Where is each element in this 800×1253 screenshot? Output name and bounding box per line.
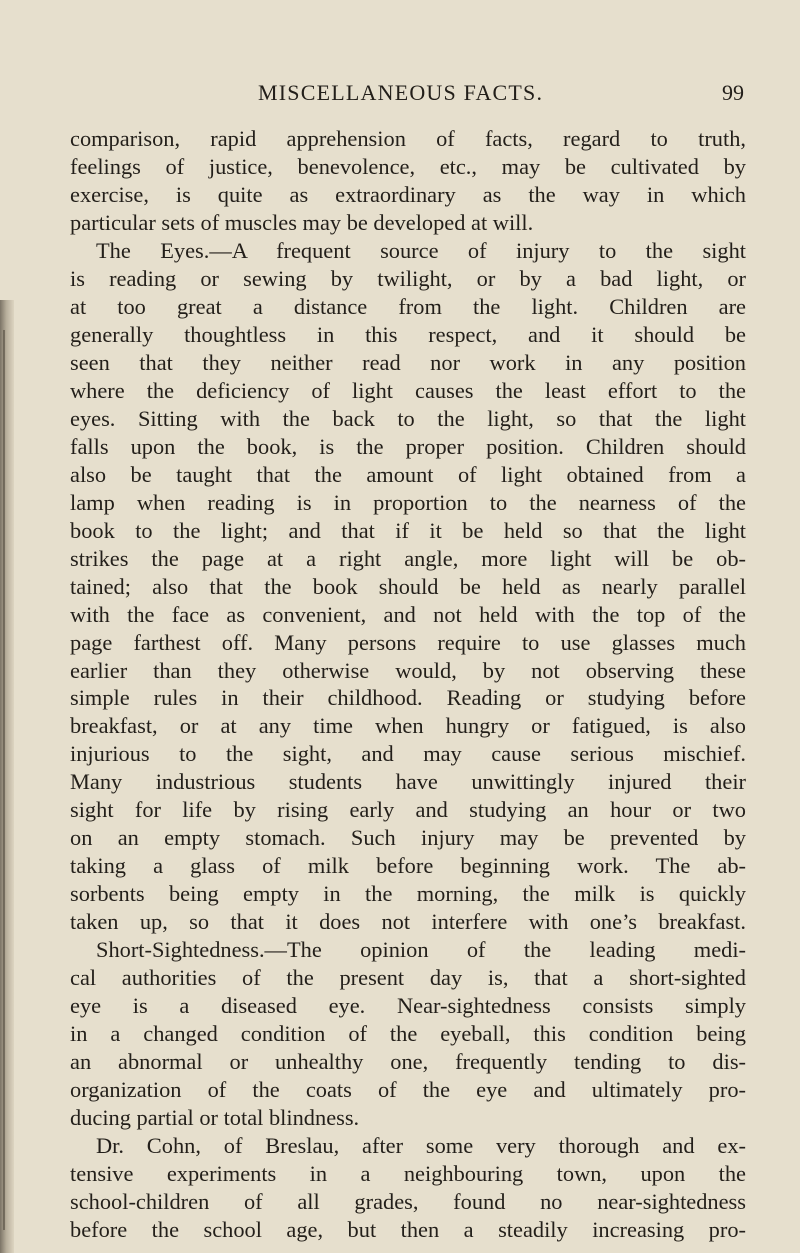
text-line: generally thoughtless in this respect, and it should be [70, 322, 746, 347]
text-line: breakfast, or at any time when hungry or fatigued, is also [70, 713, 746, 738]
text-line: Many industrious students have unwittingly injured their [70, 769, 746, 794]
running-head-title: MISCELLANEOUS FACTS. [258, 80, 544, 105]
text-line: where the deficiency of light causes the least effort to the [70, 378, 746, 403]
text-line: at too great a distance from the light. Children are [70, 294, 746, 319]
text-line: on an empty stomach. Such injury may be prevented by [70, 825, 746, 850]
text-line: taken up, so that it does not interfere with one’s breakfast. [70, 909, 746, 934]
text-line: book to the light; and that if it be held so that the light [70, 518, 746, 543]
text-line: Dr. Cohn, of Breslau, after some very thorough and ex- [96, 1133, 746, 1158]
text-line: earlier than they otherwise would, by not observing these [70, 658, 746, 683]
page-number: 99 [722, 80, 744, 105]
text-line: seen that they neither read nor work in any position [70, 350, 746, 375]
text-line: simple rules in their childhood. Reading or studying before [70, 685, 746, 710]
text-line: an abnormal or unhealthy one, frequently tending to dis- [70, 1049, 746, 1074]
text-line: taking a glass of milk before beginning work. The ab- [70, 853, 746, 878]
text-line: school-children of all grades, found no near-sightedness [70, 1189, 746, 1214]
text-line: also be taught that the amount of light obtained from a [70, 462, 746, 487]
text-line: tained; also that the book should be held as nearly parallel [70, 574, 746, 599]
text-line: is reading or sewing by twilight, or by a bad light, or [70, 266, 746, 291]
text-line: exercise, is quite as extraordinary as the way in which [70, 182, 746, 207]
text-line: eye is a diseased eye. Near-sightedness consists simply [70, 993, 746, 1018]
text-line: Short-Sightedness.—The opinion of the leading medi- [96, 937, 746, 962]
text-line: organization of the coats of the eye and ultimately pro- [70, 1077, 746, 1102]
gutter-edge [3, 330, 5, 1230]
text-line: strikes the page at a right angle, more light will be ob- [70, 546, 746, 571]
text-line: with the face as convenient, and not held with the top of the [70, 602, 746, 627]
text-line: sight for life by rising early and studying an hour or two [70, 797, 746, 822]
text-line: falls upon the book, is the proper position. Children should [70, 434, 746, 459]
text-line: The Eyes.—A frequent source of injury to the sight [96, 238, 746, 263]
text-line: before the school age, but then a steadily increasing pro- [70, 1217, 746, 1242]
text-line: particular sets of muscles may be developed at will. [70, 210, 534, 235]
text-line: cal authorities of the present day is, that a short-sighted [70, 965, 746, 990]
text-line: feelings of justice, benevolence, etc., may be cultivated by [70, 154, 746, 179]
running-head [0, 80, 800, 110]
text-line: sorbents being empty in the morning, the milk is quickly [70, 881, 746, 906]
text-line: ducing partial or total blindness. [70, 1105, 360, 1130]
text-line: lamp when reading is in proportion to the nearness of the [70, 490, 746, 515]
text-line: eyes. Sitting with the back to the light, so that the light [70, 406, 746, 431]
text-line: injurious to the sight, and may cause serious mischief. [70, 741, 746, 766]
text-line: tensive experiments in a neighbouring town, upon the [70, 1161, 746, 1186]
text-line: page farthest off. Many persons require to use glasses much [70, 630, 746, 655]
text-line: in a changed condition of the eyeball, this condition being [70, 1021, 746, 1046]
text-line: comparison, rapid apprehension of facts, regard to truth, [70, 126, 746, 151]
